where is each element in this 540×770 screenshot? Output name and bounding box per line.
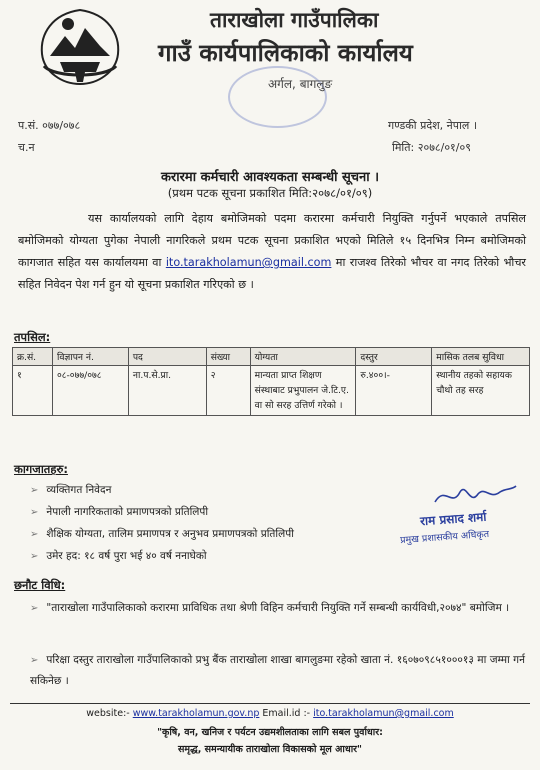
list-item	[30, 546, 294, 568]
website-label: website:-	[86, 708, 130, 719]
cell-sn: १	[13, 366, 53, 416]
selection-item	[30, 598, 525, 619]
arrow-icon: ➢	[30, 507, 39, 518]
notice-body-part2: मा राजश्व तिरेको भौचर वा नगद तिरेको भौचर सहित निवेदन पेश गर्न हुन यो सूचना प्रकाशित गरिएको छ ।	[18, 256, 527, 291]
list-item	[30, 502, 294, 524]
notice-body-part1: यस कार्यालयको लागि देहाय बमोजिमको पदमा करारमा कर्मचारी नियुक्ति गर्नुपर्ने भएकाले तपसिल बमोजिमको योग्यता पुगेका नेपाली नागरिकले प्रथम पटक सूचना प्रकाशित भएको मितिले १५ दिनभित्र निम्न बमोजिमको कागजात सहित यस कार्यालयमा वा	[18, 212, 526, 269]
arrow-icon: ➢	[30, 485, 39, 496]
notice-subtitle: (प्रथम पटक सूचना प्रकाशित मिति:२०७८/०१/०९)	[167, 186, 373, 200]
document-item-text: नेपाली नागरिकताको प्रमाणपत्रको प्रतिलिपी	[46, 506, 209, 518]
documents-heading: कागजातहरु:	[14, 462, 68, 476]
notice-date: मिति: २०७८/०१/०९	[392, 141, 471, 154]
document-item-text: शैक्षिक योग्यता, तालिम प्रमाणपत्र र अनुभव प्रमाणपत्रको प्रतिलिपी	[46, 528, 294, 540]
cell-post: ना.प.से.प्रा.	[128, 366, 206, 416]
col-header-qualification: योग्यता	[250, 348, 356, 366]
notice-body	[18, 208, 526, 296]
col-header-post: पद	[128, 348, 206, 366]
footer-contact	[0, 708, 540, 719]
cell-qualification: मान्यता प्राप्त शिक्षण संस्थाबाट प्रभुपालन जे.टि.ए. वा सो सरह उत्तिर्ण गरेको ।	[250, 366, 356, 416]
handwritten-signature	[430, 480, 520, 510]
dispatch-number: च.न	[18, 141, 35, 154]
arrow-icon: ➢	[30, 603, 39, 614]
footer-slogan-line1: "कृषि, वन, खनिज र पर्यटन उद्यमशीलताका लागि सबल पुर्वाधार:	[157, 727, 383, 738]
selection-heading: छनौट विधि:	[14, 578, 66, 592]
government-emblem-icon	[30, 6, 130, 88]
reference-number: प.सं. ०७७/०७८	[18, 119, 81, 132]
selection-item-text: परिक्षा दस्तुर ताराखोला गाउँपालिकाको प्रभु बैंक ताराखोला शाखा बागलुङमा रहेको खाता नं. १६०७०९८५१०००१३ मा जम्मा गर्न सकिनेछ ।	[30, 654, 526, 687]
arrow-icon: ➢	[30, 551, 39, 562]
province-label: गण्डकी प्रदेश, नेपाल ।	[388, 119, 477, 132]
col-header-sn: क्र.सं.	[13, 348, 53, 366]
arrow-icon: ➢	[30, 655, 39, 666]
list-item	[30, 480, 294, 502]
office-address: अर्गल, बागलुङ	[268, 77, 333, 91]
cell-fee: रु.४००।-	[356, 366, 432, 416]
vacancy-table	[12, 347, 530, 416]
document-item-text: व्यक्तिगत निवेदन	[46, 484, 112, 496]
col-header-salary: मासिक तलब सुविधा	[432, 348, 530, 366]
col-header-fee: दस्तुर	[356, 348, 432, 366]
cell-ad-no: ०८-०७७/०७८	[52, 366, 128, 416]
office-name: गाउँ कार्यपालिकाको कार्यालय	[158, 39, 413, 67]
cell-count: २	[206, 366, 250, 416]
org-name: ताराखोला गाउँपालिका	[210, 8, 379, 32]
email-label: Email.id :-	[262, 708, 311, 719]
table-heading: तपसिल:	[14, 330, 51, 344]
footer-divider	[10, 703, 530, 704]
website-link[interactable]: www.tarakholamun.gov.np	[132, 708, 260, 719]
arrow-icon: ➢	[30, 529, 39, 540]
signatory-name: राम प्रसाद शर्मा	[419, 509, 487, 529]
col-header-count: संख्या	[206, 348, 250, 366]
table-row	[13, 366, 530, 416]
footer-slogan-line2: समृद्ध, समन्यायीक ताराखोला विकासको मूल आधार"	[178, 744, 362, 755]
cell-salary: स्थानीय तहको सहायक चौथो तह सरह	[432, 366, 530, 416]
notice-title: करारमा कर्मचारी आवश्यकता सम्बन्धी सूचना ।	[160, 170, 380, 185]
document-item-text: उमेर हद: १८ वर्ष पुरा भई ४० वर्ष ननाघेको	[46, 550, 207, 562]
list-item	[30, 524, 294, 546]
col-header-ad-no: विज्ञापन नं.	[52, 348, 128, 366]
table-header-row	[13, 348, 530, 366]
notice-email-link[interactable]: ito.tarakholamun@gmail.com	[165, 256, 332, 269]
footer-email-link[interactable]: ito.tarakholamun@gmail.com	[313, 708, 454, 719]
signatory-designation: प्रमुख प्रशासकीय अधिकृत	[399, 528, 490, 547]
selection-item-text: "ताराखोला गाउँपालिकाको करारमा प्राविधिक तथा श्रेणी विहिन कर्मचारी नियुक्ति गर्ने सम्बन्धी कार्यविधी,२०७४" बमोजिम ।	[46, 602, 510, 614]
selection-item	[30, 650, 525, 692]
documents-list	[30, 480, 294, 568]
